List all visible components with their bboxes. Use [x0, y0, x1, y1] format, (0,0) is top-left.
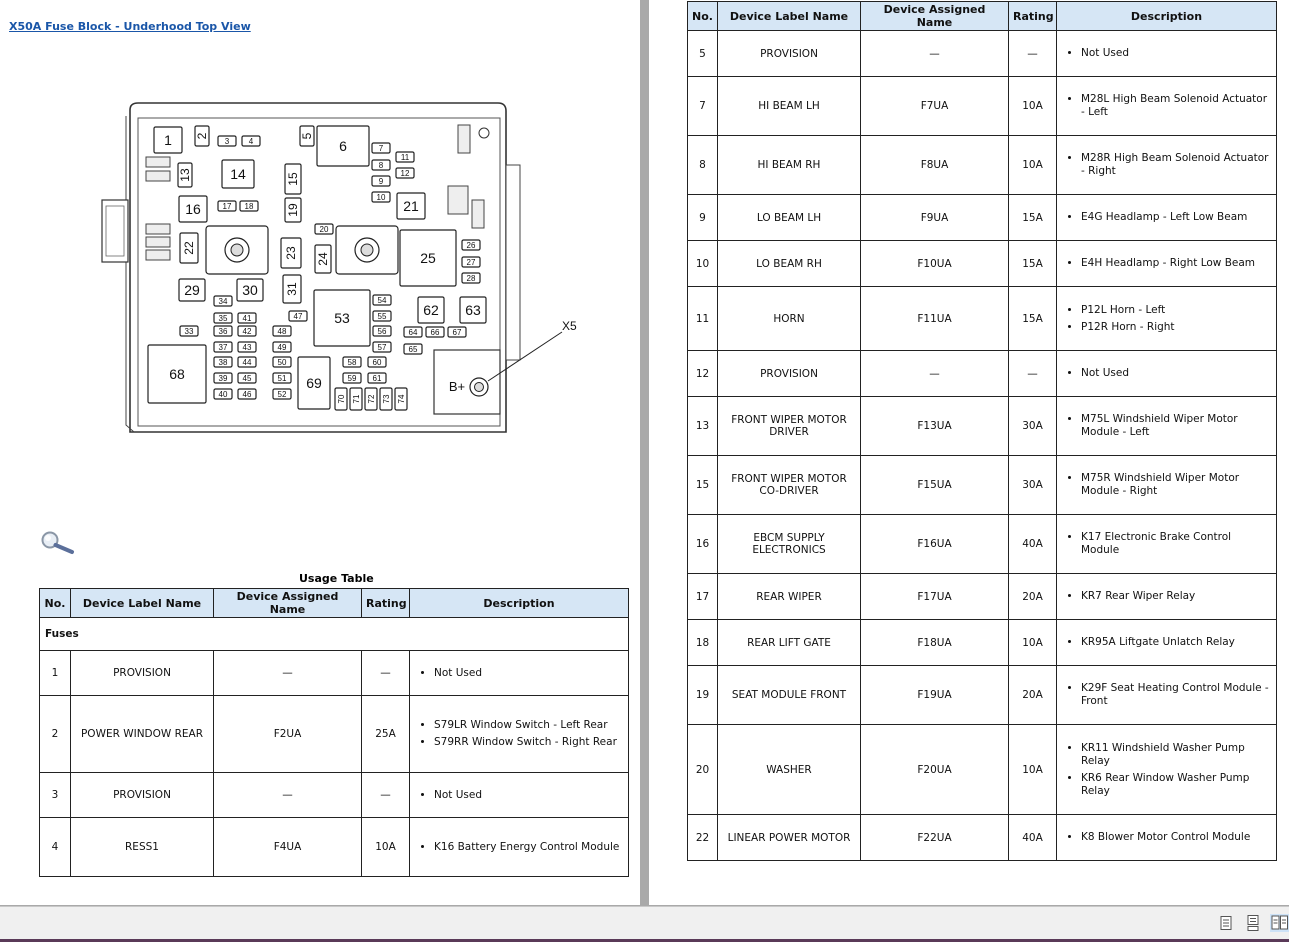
fuse-number: 57 [377, 342, 387, 352]
cell-description [1057, 620, 1277, 666]
cell-rating: — [362, 773, 410, 818]
fuse-number: 31 [285, 282, 300, 296]
cell-no: 12 [688, 351, 718, 397]
cell-rating: 30A [1009, 456, 1057, 515]
cell-label: HORN [718, 287, 861, 351]
usage-table [39, 588, 629, 877]
cell-label: FRONT WIPER MOTOR DRIVER [718, 397, 861, 456]
fuse-number: 50 [277, 357, 287, 367]
cell-rating: 40A [1009, 815, 1057, 861]
fuse-number: 65 [408, 344, 418, 354]
description-list [1069, 257, 1271, 270]
fuse-number: 44 [242, 357, 252, 367]
cell-description [1057, 815, 1277, 861]
fuse-number: 63 [465, 301, 481, 318]
right-rail [506, 165, 520, 360]
fuse-number: 72 [366, 394, 376, 404]
cell-assigned: F19UA [861, 666, 1009, 725]
cell-rating: 10A [1009, 620, 1057, 666]
fuse-number: 33 [184, 326, 194, 336]
table-row [688, 31, 1277, 77]
cell-assigned: — [861, 351, 1009, 397]
fuse-number: 15 [286, 172, 301, 186]
description-item: • S79RR Window Switch - Right Rear [434, 736, 623, 749]
description-item: • M75R Windshield Wiper Motor Module - Right [1081, 472, 1271, 498]
description-list [1069, 831, 1271, 844]
description-item: • KR11 Windshield Washer Pump Relay [1081, 742, 1271, 768]
fuse-block-diagram [95, 95, 577, 445]
description-item: • KR7 Rear Wiper Relay [1081, 590, 1271, 603]
fuse-number: 54 [377, 295, 387, 305]
cell-no: 3 [40, 773, 71, 818]
fuse-number: 46 [242, 389, 252, 399]
cell-description [410, 773, 629, 818]
battery-stud-center [475, 383, 484, 392]
two-page-icon[interactable] [1270, 914, 1289, 932]
description-item: • K29F Seat Heating Control Module - Front [1081, 682, 1271, 708]
cell-rating: 10A [362, 818, 410, 877]
cell-rating: 15A [1009, 287, 1057, 351]
fuse-number: 18 [244, 201, 254, 211]
cell-label: LO BEAM LH [718, 195, 861, 241]
cell-assigned: F22UA [861, 815, 1009, 861]
fuse-puller [458, 125, 470, 153]
cell-label: SEAT MODULE FRONT [718, 666, 861, 725]
description-list [422, 841, 623, 854]
description-item: • K16 Battery Energy Control Module [434, 841, 623, 854]
table-row [40, 773, 629, 818]
column-header: No. [688, 2, 718, 31]
section-label: Fuses [40, 618, 629, 651]
column-header: Device Label Name [718, 2, 861, 31]
fuse-number: 38 [218, 357, 228, 367]
description-list [1069, 742, 1271, 798]
fuse-number: 42 [242, 326, 252, 336]
column-header: Rating [362, 589, 410, 618]
cell-label: WASHER [718, 725, 861, 815]
cell-description [1057, 666, 1277, 725]
fuse-number: 66 [430, 327, 440, 337]
cell-label: HI BEAM RH [718, 136, 861, 195]
cell-assigned: — [861, 31, 1009, 77]
fuse-number: 52 [277, 389, 287, 399]
description-item: • E4H Headlamp - Right Low Beam [1081, 257, 1271, 270]
cell-label: LINEAR POWER MOTOR [718, 815, 861, 861]
cell-assigned: F7UA [861, 77, 1009, 136]
document-page-left [0, 0, 640, 905]
cell-label: HI BEAM LH [718, 77, 861, 136]
cell-assigned: F9UA [861, 195, 1009, 241]
cell-description [1057, 241, 1277, 287]
description-item: • M75L Windshield Wiper Motor Module - Left [1081, 413, 1271, 439]
fuse-number: 27 [466, 257, 476, 267]
fuse-number: 17 [222, 201, 232, 211]
cell-rating: — [1009, 31, 1057, 77]
fuse-number: 10 [376, 192, 386, 202]
cell-no: 18 [688, 620, 718, 666]
fuse-number: 9 [378, 176, 384, 186]
description-list [1069, 93, 1271, 119]
fuse-number: 2 [195, 132, 210, 140]
column-header: Description [1057, 2, 1277, 31]
fuse-number: 26 [466, 240, 476, 250]
cell-rating: 30A [1009, 397, 1057, 456]
cell-label: REAR LIFT GATE [718, 620, 861, 666]
fuse-number: 67 [452, 327, 462, 337]
description-list [422, 789, 623, 802]
fuse-number: 13 [178, 168, 193, 182]
cell-no: 13 [688, 397, 718, 456]
fuse-number: 58 [347, 357, 357, 367]
cell-label: REAR WIPER [718, 574, 861, 620]
spare-fuse [146, 224, 170, 234]
cell-label: PROVISION [71, 651, 214, 696]
cell-assigned: F8UA [861, 136, 1009, 195]
cell-assigned: F16UA [861, 515, 1009, 574]
cell-label: PROVISION [718, 351, 861, 397]
description-item: • M28L High Beam Solenoid Actuator - Left [1081, 93, 1271, 119]
fuse-number: 69 [306, 374, 322, 391]
spare-fuse [146, 157, 170, 167]
cell-rating: 15A [1009, 241, 1057, 287]
column-header: Device Label Name [71, 589, 214, 618]
fuse-number: 73 [381, 394, 391, 404]
cell-assigned: F11UA [861, 287, 1009, 351]
table-row [688, 77, 1277, 136]
description-list [1069, 211, 1271, 224]
cell-no: 9 [688, 195, 718, 241]
description-list [1069, 682, 1271, 708]
cell-no: 16 [688, 515, 718, 574]
cell-description [1057, 31, 1277, 77]
column-header: Description [410, 589, 629, 618]
table-row [40, 818, 629, 877]
table-row [688, 620, 1277, 666]
fuse-number: 48 [277, 326, 287, 336]
cell-rating: 20A [1009, 666, 1057, 725]
cell-assigned: — [214, 773, 362, 818]
stud-bolt [361, 244, 373, 256]
description-list [1069, 636, 1271, 649]
callout-label: X5 [562, 319, 577, 333]
fuse-number: 7 [378, 143, 384, 153]
cell-label: RESS1 [71, 818, 214, 877]
cell-assigned: — [214, 651, 362, 696]
fuse-number: 35 [218, 313, 228, 323]
battery-label: B+ [448, 379, 466, 394]
fuse-number: 14 [230, 165, 246, 182]
cell-no: 2 [40, 696, 71, 773]
description-item: • Not Used [1081, 47, 1271, 60]
spare-fuse-holder [448, 186, 468, 214]
table-row [688, 195, 1277, 241]
column-header: No. [40, 589, 71, 618]
fuse-number: 51 [277, 373, 287, 383]
description-list [1069, 413, 1271, 439]
cell-no: 10 [688, 241, 718, 287]
magnifier-zoom-icon[interactable] [40, 530, 76, 556]
fuse-number: 40 [218, 389, 228, 399]
table-row [688, 397, 1277, 456]
fuse-number: 59 [347, 373, 357, 383]
cell-rating: — [1009, 351, 1057, 397]
description-list [1069, 152, 1271, 178]
fuse-number: 36 [218, 326, 228, 336]
cell-assigned: F15UA [861, 456, 1009, 515]
fuse-number: 62 [423, 301, 439, 318]
fuse-number: 43 [242, 342, 252, 352]
table-row [688, 666, 1277, 725]
cell-no: 20 [688, 725, 718, 815]
spare-fuse [472, 200, 484, 228]
cell-no: 19 [688, 666, 718, 725]
cell-description [1057, 397, 1277, 456]
column-header: Device Assigned Name [861, 2, 1009, 31]
cell-description [410, 651, 629, 696]
continuous-page-icon[interactable] [1245, 915, 1261, 931]
table-row [40, 696, 629, 773]
fuse-number: 47 [293, 311, 303, 321]
description-item: • K8 Blower Motor Control Module [1081, 831, 1271, 844]
fuse-number: 60 [372, 357, 382, 367]
table-row [688, 515, 1277, 574]
description-list [422, 667, 623, 680]
description-list [1069, 590, 1271, 603]
cell-no: 5 [688, 31, 718, 77]
cell-description [1057, 515, 1277, 574]
cell-label: POWER WINDOW REAR [71, 696, 214, 773]
fuse-number: 53 [334, 309, 350, 326]
fuse-number: 19 [286, 203, 301, 217]
fuse-number: 71 [351, 394, 361, 404]
description-item: • Not Used [434, 667, 623, 680]
cell-rating: — [362, 651, 410, 696]
table-row [688, 351, 1277, 397]
battery-terminal-housing [434, 350, 500, 414]
description-item: • Not Used [434, 789, 623, 802]
fuse-number: 23 [284, 246, 299, 260]
description-item: • P12R Horn - Right [1081, 321, 1271, 334]
cell-no: 8 [688, 136, 718, 195]
cell-rating: 25A [362, 696, 410, 773]
cell-no: 22 [688, 815, 718, 861]
fuse-number: 24 [316, 252, 331, 266]
status-bar [0, 906, 1289, 939]
description-list [1069, 472, 1271, 498]
single-page-icon[interactable] [1218, 915, 1234, 931]
fuse-number: 74 [396, 394, 406, 404]
table-row [688, 241, 1277, 287]
table-row [688, 574, 1277, 620]
table-row [688, 136, 1277, 195]
cell-assigned: F13UA [861, 397, 1009, 456]
cell-no: 17 [688, 574, 718, 620]
description-item: • KR95A Liftgate Unlatch Relay [1081, 636, 1271, 649]
fuse-number: 11 [400, 152, 410, 162]
cell-description [1057, 456, 1277, 515]
fuse-number: 28 [466, 273, 476, 283]
usage-table-caption: Usage Table [299, 572, 374, 585]
cell-label: EBCM SUPPLY ELECTRONICS [718, 515, 861, 574]
mount-hole [479, 128, 489, 138]
fuse-number: 30 [242, 281, 258, 298]
cell-label: LO BEAM RH [718, 241, 861, 287]
description-list [1069, 47, 1271, 60]
table-header-row [40, 589, 629, 618]
table-row [688, 815, 1277, 861]
cell-description [1057, 725, 1277, 815]
spare-fuse [146, 237, 170, 247]
section-row [40, 618, 629, 651]
document-page-right [649, 0, 1289, 905]
fuse-number: 34 [218, 296, 228, 306]
fuse-number: 68 [169, 365, 185, 382]
table-row [688, 287, 1277, 351]
cell-description [410, 818, 629, 877]
cell-no: 7 [688, 77, 718, 136]
description-list [1069, 367, 1271, 380]
fuse-number: 20 [319, 224, 329, 234]
cell-label: PROVISION [71, 773, 214, 818]
fuse-number: 21 [403, 197, 419, 214]
description-item: • S79LR Window Switch - Left Rear [434, 719, 623, 732]
description-list [1069, 531, 1271, 557]
fuse-number: 70 [336, 394, 346, 404]
fuse-number: 41 [242, 313, 252, 323]
fuse-number: 6 [339, 137, 347, 154]
cell-no: 15 [688, 456, 718, 515]
fuse-number: 3 [224, 136, 230, 146]
table-row [40, 651, 629, 696]
cell-description [1057, 574, 1277, 620]
table-header-row [688, 2, 1277, 31]
cell-description [1057, 195, 1277, 241]
fuse-number: 1 [164, 131, 172, 148]
description-item: • Not Used [1081, 367, 1271, 380]
cell-description [1057, 351, 1277, 397]
fuse-number: 22 [182, 241, 197, 255]
cell-assigned: F4UA [214, 818, 362, 877]
cell-rating: 15A [1009, 195, 1057, 241]
cell-no: 1 [40, 651, 71, 696]
fuse-number: 55 [377, 311, 387, 321]
fuse-number: 45 [242, 373, 252, 383]
fuse-number: 25 [420, 249, 436, 266]
fuse-number: 56 [377, 326, 387, 336]
cell-label: FRONT WIPER MOTOR CO-DRIVER [718, 456, 861, 515]
cell-rating: 10A [1009, 77, 1057, 136]
description-item: • P12L Horn - Left [1081, 304, 1271, 317]
stud-bolt [231, 244, 243, 256]
spare-fuse [146, 171, 170, 181]
description-item: • M28R High Beam Solenoid Actuator - Right [1081, 152, 1271, 178]
fuse-number: 61 [372, 373, 382, 383]
fuse-number: 39 [218, 373, 228, 383]
cell-label: PROVISION [718, 31, 861, 77]
cell-no: 11 [688, 287, 718, 351]
column-header: Rating [1009, 2, 1057, 31]
fuse-number: 37 [218, 342, 228, 352]
fuse-number: 49 [277, 342, 287, 352]
cell-description [1057, 287, 1277, 351]
cell-assigned: F18UA [861, 620, 1009, 666]
cell-assigned: F2UA [214, 696, 362, 773]
column-header: Device Assigned Name [214, 589, 362, 618]
cell-description [410, 696, 629, 773]
description-list [422, 719, 623, 749]
cell-rating: 10A [1009, 136, 1057, 195]
spare-fuse [146, 250, 170, 260]
cell-assigned: F20UA [861, 725, 1009, 815]
fuse-number: 8 [378, 160, 384, 170]
fuse-number: 64 [408, 327, 418, 337]
fuse-number: 29 [184, 281, 200, 298]
fuse-number: 5 [300, 132, 315, 140]
description-list [1069, 304, 1271, 334]
fuse-number: 4 [248, 136, 254, 146]
table-row [688, 725, 1277, 815]
fuse-usage-table-continued [687, 1, 1277, 861]
cell-assigned: F10UA [861, 241, 1009, 287]
description-item: • E4G Headlamp - Left Low Beam [1081, 211, 1271, 224]
cell-rating: 40A [1009, 515, 1057, 574]
cell-no: 4 [40, 818, 71, 877]
fuse-number: 16 [185, 200, 201, 217]
table-row [688, 456, 1277, 515]
cell-rating: 10A [1009, 725, 1057, 815]
description-item: • KR6 Rear Window Washer Pump Relay [1081, 772, 1271, 798]
description-item: • K17 Electronic Brake Control Module [1081, 531, 1271, 557]
diagram-title-link[interactable]: X50A Fuse Block - Underhood Top View [9, 20, 251, 33]
cell-rating: 20A [1009, 574, 1057, 620]
fuse-number: 12 [400, 168, 410, 178]
cell-assigned: F17UA [861, 574, 1009, 620]
cell-description [1057, 77, 1277, 136]
cell-description [1057, 136, 1277, 195]
